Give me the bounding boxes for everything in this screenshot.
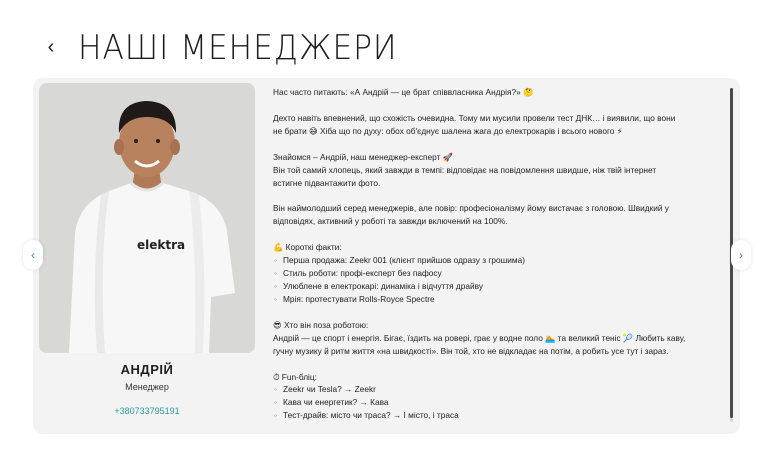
- manager-photo: [39, 83, 255, 353]
- manager-name: АНДРІЙ: [120, 362, 174, 377]
- bio-paragraph: встигне підвантажити фото.: [273, 177, 381, 188]
- fact-item: ◦ Улюблене в електрокарі: динаміка і відчуття драйву: [273, 280, 721, 293]
- manager-bio: [273, 86, 721, 426]
- back-button[interactable]: ‹: [47, 36, 55, 58]
- chevron-right-icon: ›: [739, 248, 743, 262]
- person-illustration: [39, 83, 255, 353]
- bio-paragraph: Знайомся – Андрій, наш менеджер-експерт 🚀: [273, 151, 454, 162]
- bio-paragraph: гучну музику й ритм життя «на швидкості». Він той, хто не відкладає на потім, а робить усе тут і зараз.: [273, 345, 669, 356]
- manager-card: [33, 78, 740, 434]
- fact-item: ◦ Перша продажа: Zeekr 001 (клієнт прийшов одразу з грошима): [273, 254, 721, 267]
- fact-item: ◦ Стиль роботи: профі-експерт без пафосу: [273, 267, 721, 280]
- bio-paragraph: не брати 😅 Хіба що по духу: обох об'єднує шалена жага до електрокарів і всього нового ⚡: [273, 125, 623, 136]
- blitz-item: ◦ Тест-драйв: місто чи траса? → І місто, і траса: [273, 409, 721, 422]
- blitz-title: ⏱ Fun-бліц:: [273, 371, 317, 382]
- bio-paragraph: Він той самий хлопець, який завжди в темпі: відповідає на повідомлення швидше, ніж твій інтернет: [273, 164, 657, 175]
- facts-title: 💪 Короткі факти:: [273, 242, 342, 253]
- fact-item: ◦ Мрія: протестувати Rolls-Royce Spectre: [273, 293, 721, 306]
- manager-phone-link[interactable]: +380733795191: [114, 406, 180, 416]
- chevron-left-icon: ‹: [31, 248, 35, 262]
- shirt-logo: elektra: [137, 238, 186, 252]
- bio-paragraph: Він наймолодший серед менеджерів, але повір: професіоналізму йому вистачає з головою. Швидкий у: [273, 203, 669, 214]
- blitz-item: ◦ Кава чи енергетик? → Кава: [273, 396, 721, 409]
- hobby-title: 😎 Хто він поза роботою:: [273, 319, 369, 330]
- prev-manager-button[interactable]: [23, 240, 43, 270]
- blitz-item: ◦ Zeekr чи Tesla? → Zeekr: [273, 383, 721, 396]
- manager-role: Менеджер: [125, 382, 169, 392]
- bio-paragraph: Нас часто питають: «А Андрій — це брат співвласника Андрія?» 🤔: [273, 87, 534, 97]
- page-title: НАШІ МЕНЕДЖЕРИ: [78, 28, 398, 68]
- bio-paragraph: Андрій — це спорт і енергія. Бігає, їздить на ровері, грає у водне поло 🏊 та великий теніс 🎾 Любить каву,: [273, 332, 686, 343]
- bio-paragraph: Дехто навіть впевнений, що схожість очевидна. Тому ми мусили провели тест ДНК… і виявили, що вони: [273, 112, 676, 123]
- bio-paragraph: відповідях, активний у роботі та завжди включений на 100%.: [273, 216, 508, 227]
- next-manager-button[interactable]: [731, 240, 751, 270]
